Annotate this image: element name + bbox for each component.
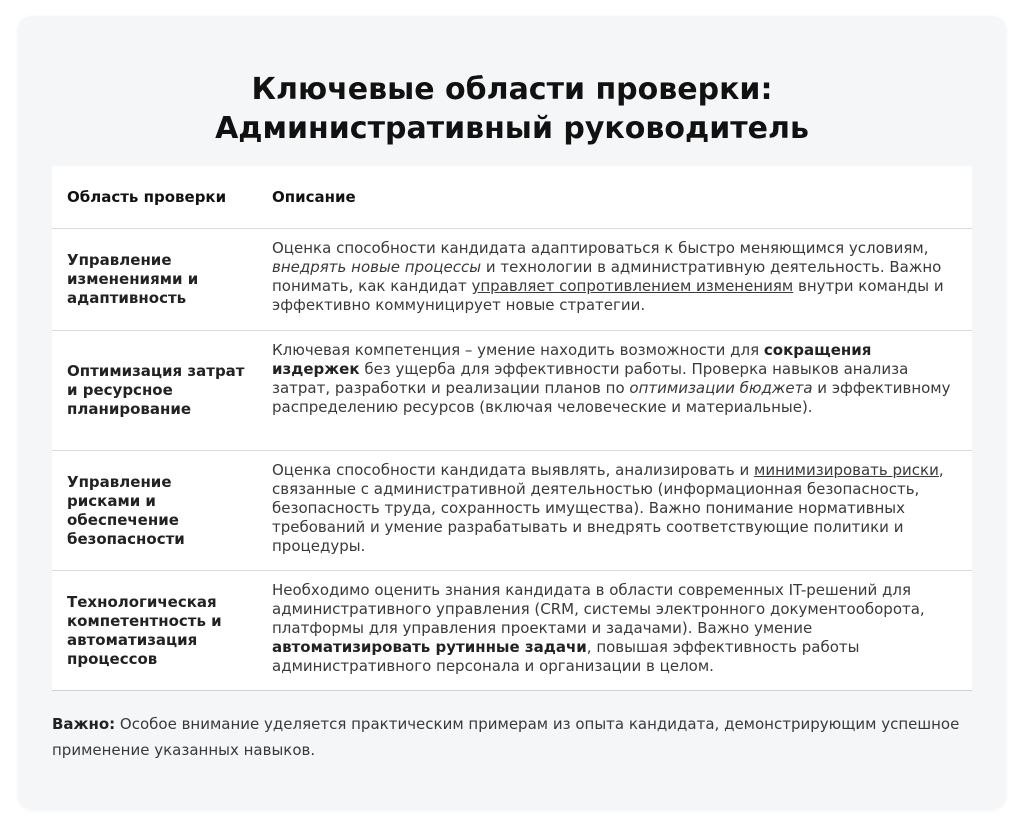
- desc-text: и технологии в административную деятельность. Важно понимать, как кандидат: [272, 258, 942, 295]
- page-title-line-2: Административный руководитель: [215, 111, 809, 146]
- table-row: [52, 331, 972, 451]
- table-row: [52, 229, 972, 331]
- table-header-row: [52, 166, 972, 229]
- description-cell: [257, 571, 972, 691]
- desc-underline: минимизировать риски: [754, 461, 939, 479]
- note-text: Особое внимание уделяется практическим примерам из опыта кандидата, демонстрирующим успешное применение указанных навыков.: [52, 715, 960, 759]
- page-title-line-1: Ключевые области проверки:: [251, 72, 773, 107]
- desc-text: внутри команды и эффективно коммуницирует новые стратегии.: [272, 277, 944, 314]
- desc-text: без ущерба для эффективности работы. Проверка навыков анализа затрат, разработки и реализации планов по: [272, 360, 909, 397]
- area-cell: Оптимизация затрат и ресурсное планирование: [52, 331, 257, 451]
- desc-text: Ключевая компетенция – умение находить возможности для: [272, 341, 764, 359]
- important-note: [52, 711, 972, 763]
- table-row: [52, 451, 972, 571]
- desc-text: Оценка способности кандидата адаптироваться к быстро меняющимся условиям,: [272, 239, 929, 257]
- desc-text: , связанные с административной деятельностью (информационная безопасность, безопасность труда, сохранность имущества). Важно понимание нормативных требований и умение разрабатывать и внедрять соответствующие политики и процедуры.: [272, 461, 944, 555]
- desc-emphasis: оптимизации бюджета: [629, 379, 813, 397]
- page-title: [0, 70, 1024, 148]
- area-cell: Технологическая компетентность и автоматизация процессов: [52, 571, 257, 691]
- header-description: Описание: [257, 166, 972, 229]
- description-cell: [257, 229, 972, 331]
- header-area: Область проверки: [52, 166, 257, 229]
- desc-text: Необходимо оценить знания кандидата в области современных IT-решений для административного управления (CRM, системы электронного документооборота, платформы для управления проектами и задачами). Важно умение: [272, 581, 925, 637]
- description-cell: [257, 331, 972, 451]
- table-row: [52, 571, 972, 691]
- desc-bold: сокращения издержек: [272, 341, 872, 378]
- area-cell: Управление изменениями и адаптивность: [52, 229, 257, 331]
- review-areas-table: [52, 166, 972, 691]
- desc-text: и эффективному распределению ресурсов (включая человеческие и материальные).: [272, 379, 951, 416]
- desc-bold: автоматизировать рутинные задачи: [272, 638, 587, 656]
- desc-emphasis: внедрять новые процессы: [272, 258, 482, 276]
- desc-text: Оценка способности кандидата выявлять, анализировать и: [272, 461, 755, 479]
- desc-text: , повышая эффективность работы административного персонала и организации в целом.: [272, 638, 860, 675]
- description-cell: [257, 451, 972, 571]
- desc-underline: управляет сопротивлением изменениям: [471, 277, 794, 295]
- area-cell: Управление рисками и обеспечение безопасности: [52, 451, 257, 571]
- note-label: Важно:: [52, 715, 116, 733]
